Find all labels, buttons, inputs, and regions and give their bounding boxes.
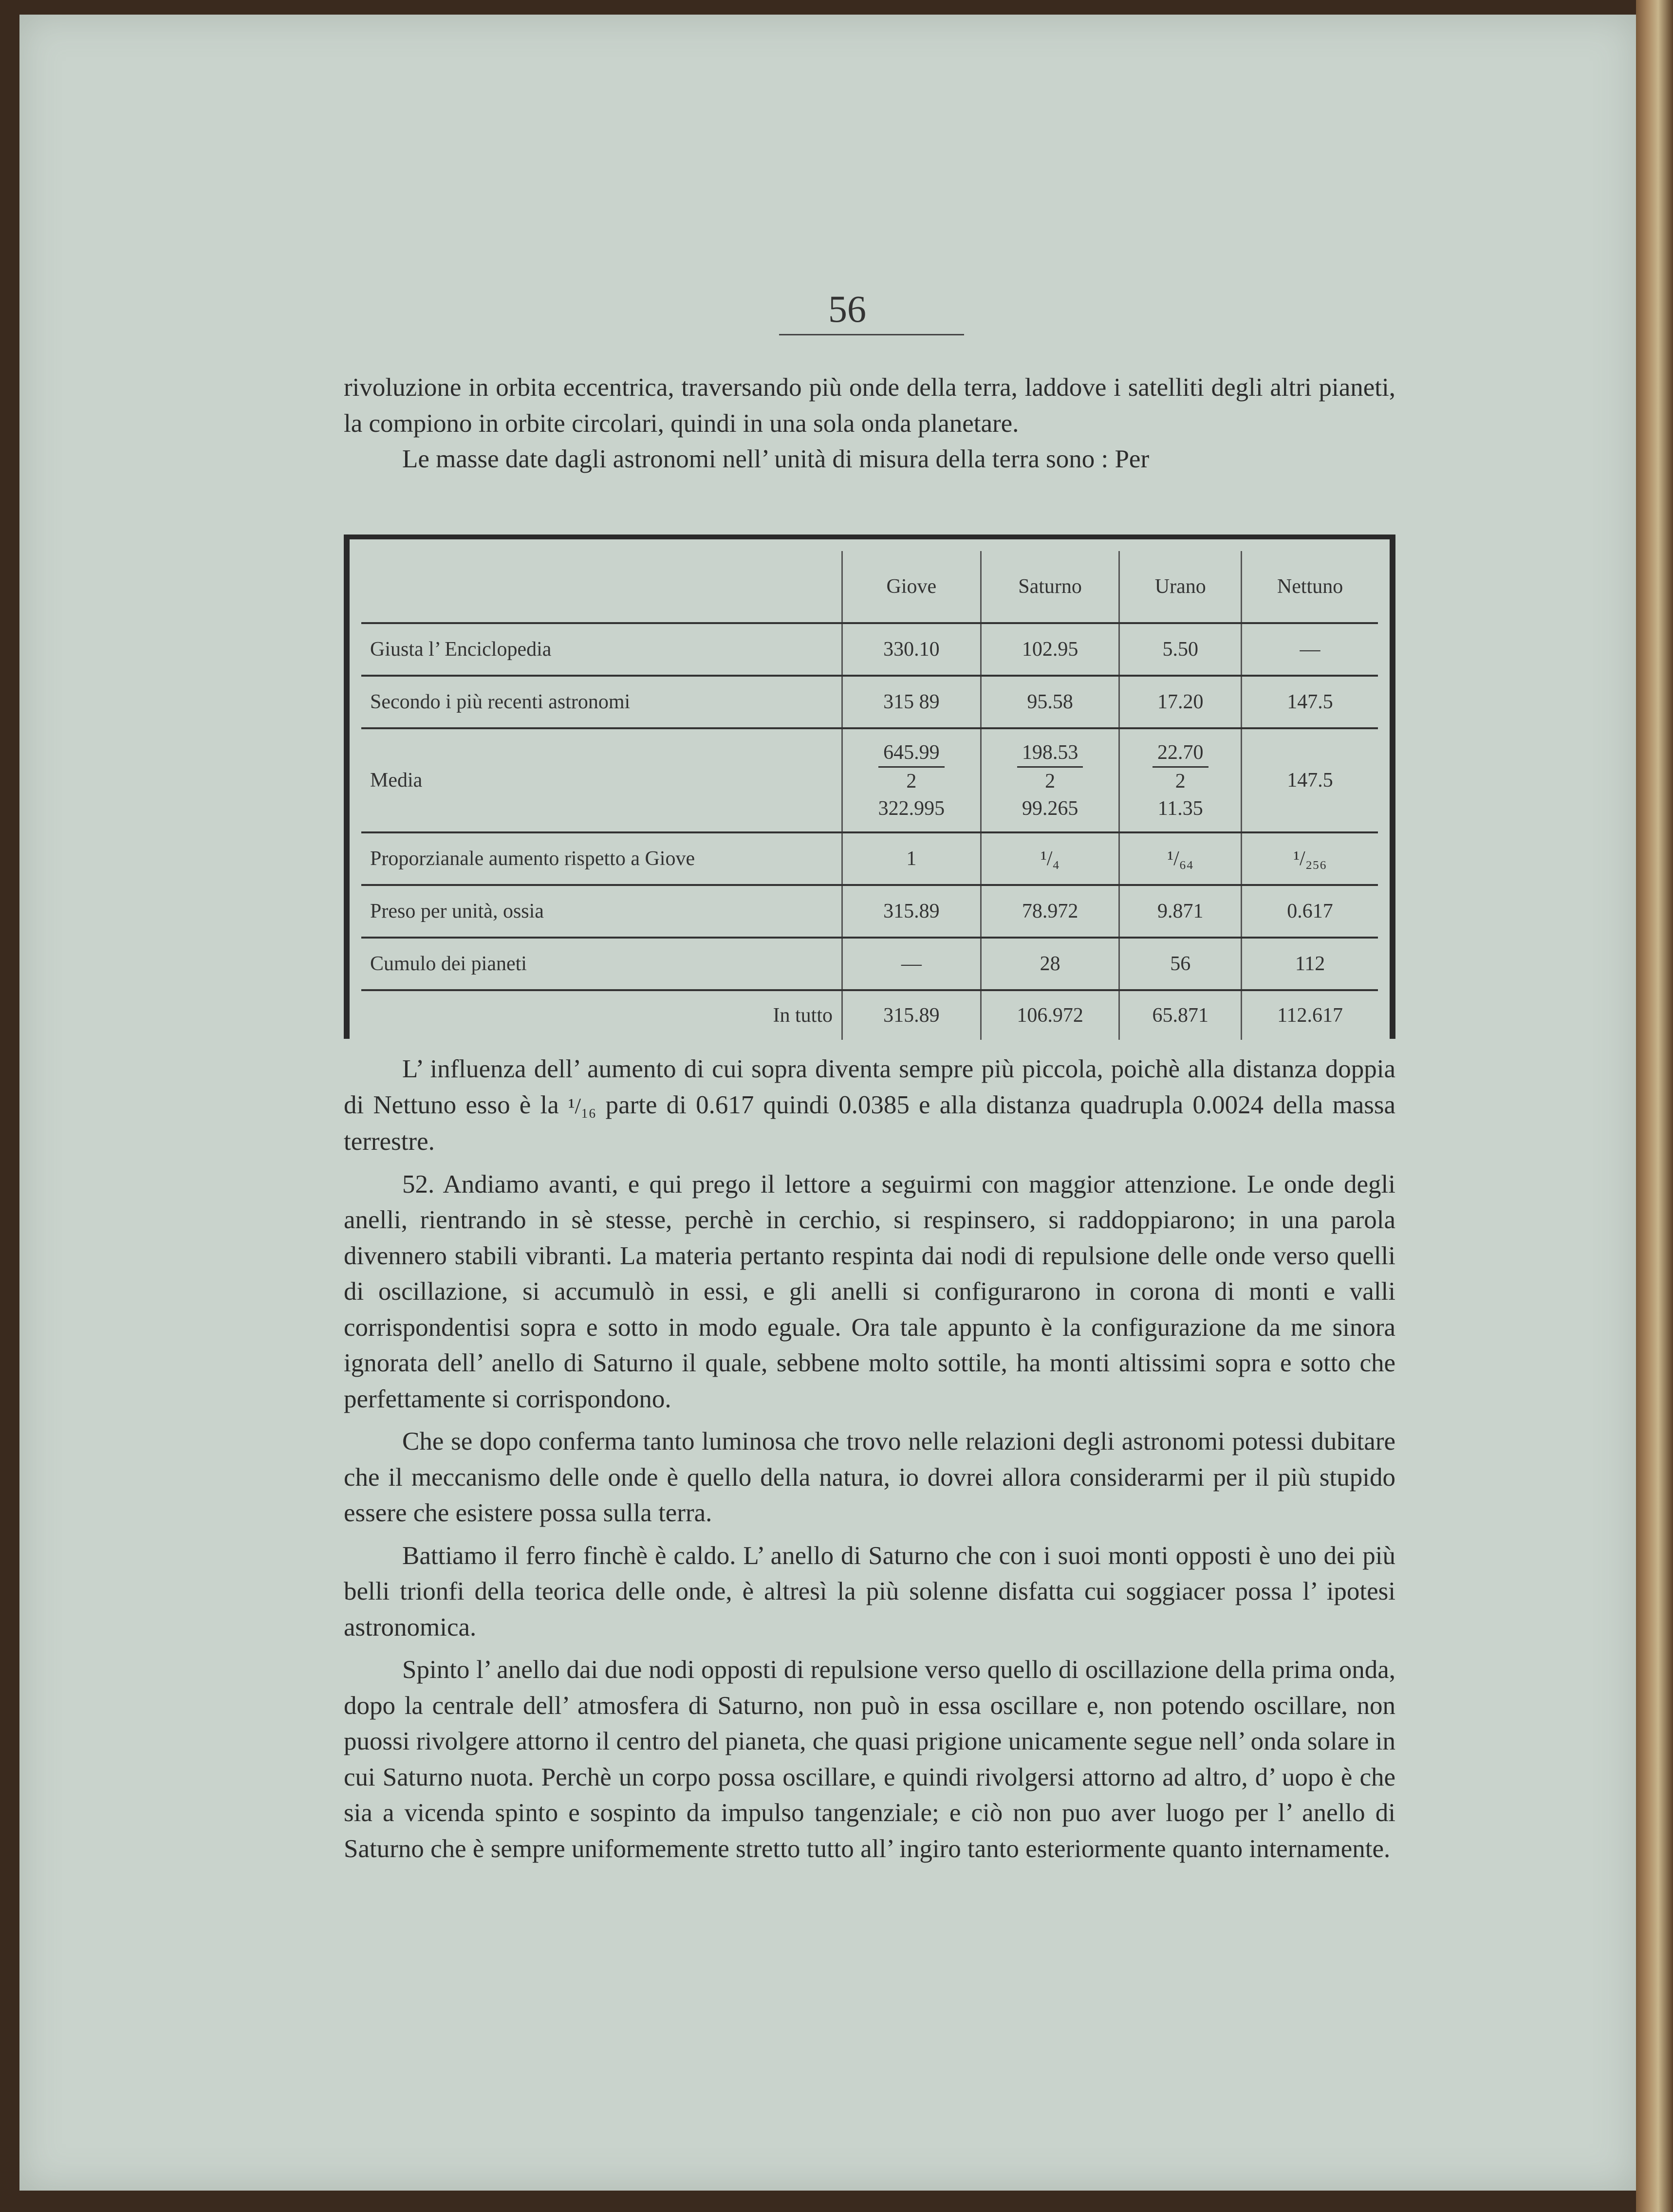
header-giove: Giove xyxy=(842,551,981,623)
cell: 95.58 xyxy=(981,676,1119,728)
cell: 147.5 xyxy=(1242,728,1378,832)
paragraph: 52. Andiamo avanti, e qui prego il lettore a seguirmi con maggior attenzione. Le onde degli anelli, rientrando in sè stesse, perchè in cerchio, si respinsero, si raddoppiarono; in una parola divennero stabili vibranti. La materia pertanto respinta dai nodi di repulsione delle onde verso quelli di oscillazione, si accumulò in essi, e gli anelli si configurarono in corona di monti e valli corrispondentisi sopra e sotto in modo eguale. Ora tale appunto è la configurazione da me sinora ignorata dell’ anello di Saturno il quale, sebbene molto sottile, ha monti altissimi sopra e sotto che perfettamente si corrispondono. xyxy=(344,1170,1395,1413)
cell: 112 xyxy=(1242,938,1378,990)
cell xyxy=(981,728,1119,832)
body-text xyxy=(344,1051,1395,1867)
cell: 102.95 xyxy=(981,623,1119,676)
row-label: Giusta l’ Enciclopedia xyxy=(361,623,842,676)
book-page xyxy=(19,15,1636,2191)
row-label: In tutto xyxy=(773,1004,833,1027)
cell: 5.50 xyxy=(1119,623,1242,676)
row-label: Cumulo dei pianeti xyxy=(361,938,842,990)
paragraph: Battiamo il ferro finchè è caldo. L’ anello di Saturno che con i suoi monti opposti è uno dei più belli trionfi della teorica delle onde, è altresì la più solenne disfatta cui soggiacer possa l’ ipotesi astronomica. xyxy=(344,1541,1395,1641)
paragraph-part: parte di 0.617 quindi 0.0385 e alla distanza quadrupla 0.0024 della massa terrestre. xyxy=(344,1090,1396,1156)
cell: 1 xyxy=(842,832,981,885)
cell: — xyxy=(842,938,981,990)
paragraph-part: L’ influenza dell’ aumento di cui sopra diventa sempre più piccola, poichè alla distanza doppia di Nettuno esso è la xyxy=(344,1055,1395,1119)
paragraph xyxy=(344,1051,1395,1160)
mass-table xyxy=(361,551,1378,1040)
table-row-media xyxy=(361,728,1378,832)
fraction-numerator: 645.99 xyxy=(878,739,945,768)
table-header-row xyxy=(361,551,1378,623)
fraction-stack xyxy=(878,739,945,822)
cell: ¹/₂₅₆ xyxy=(1242,832,1378,885)
cell: 56 xyxy=(1119,938,1242,990)
page-number: 56 xyxy=(828,288,866,330)
fraction-denominator: 2 xyxy=(906,770,917,793)
cell: 106.972 xyxy=(981,990,1119,1040)
header-urano: Urano xyxy=(1119,551,1242,623)
fraction-one-sixteenth: ¹/₁₆ xyxy=(568,1093,596,1118)
cell: 315 89 xyxy=(842,676,981,728)
cell: ¹/₄ xyxy=(981,832,1119,885)
table-row xyxy=(361,623,1378,676)
cell: 9.871 xyxy=(1119,885,1242,938)
cell xyxy=(842,728,981,832)
cell: 17.20 xyxy=(1119,676,1242,728)
header-saturno: Saturno xyxy=(981,551,1119,623)
table-row xyxy=(361,885,1378,938)
cell: 315.89 xyxy=(842,990,981,1040)
fraction-denominator: 2 xyxy=(1045,770,1056,793)
intro-table-lead: Le masse date dagli astronomi nell’ unità di misura della terra sono : Per xyxy=(402,445,1150,473)
cell: 112.617 xyxy=(1242,990,1378,1040)
page-number-rule xyxy=(779,334,964,335)
fraction-result: 11.35 xyxy=(1157,797,1203,820)
paragraph: Spinto l’ anello dai due nodi opposti di repulsione verso quello di oscillazione della prima onda, dopo la centrale dell’ atmosfera di Saturno, non può in essa oscillare e, non potendo oscillare, non puossi rivolgere attorno il centro del pianeta, che quasi prigione unicamente segue nell’ onda solare in cui Saturno nuota. Perchè un corpo possa oscillare, e quindi rivolgersi attorno ad altro, d’ uopo è che sia a vicenda spinto e sospinto da impulso tangenziale; e ciò non puo aver luogo per l’ anello di Saturno che è sempre uniformemente stretto tutto all’ ingiro tanto esteriormente quanto internamente. xyxy=(344,1656,1395,1863)
header-nettuno: Nettuno xyxy=(1242,551,1378,623)
table-row-total xyxy=(361,990,1378,1040)
cell: 65.871 xyxy=(1119,990,1242,1040)
cell: 0.617 xyxy=(1242,885,1378,938)
cell: ¹/₆₄ xyxy=(1119,832,1242,885)
row-label: Media xyxy=(361,728,842,832)
fraction-result: 99.265 xyxy=(1022,797,1078,820)
table-row xyxy=(361,676,1378,728)
cell: 28 xyxy=(981,938,1119,990)
fraction-numerator: 22.70 xyxy=(1153,739,1208,768)
row-label: Preso per unità, ossia xyxy=(361,885,842,938)
cell xyxy=(1119,728,1242,832)
row-label: Proporzianale aumento rispetto a Giove xyxy=(361,832,842,885)
cell: — xyxy=(1242,623,1378,676)
planet-mass-table xyxy=(344,535,1395,1039)
fraction-denominator: 2 xyxy=(1175,770,1186,793)
paragraph: Che se dopo conferma tanto luminosa che trovo nelle relazioni degli astronomi potessi dubitare che il meccanismo delle onde è quello della natura, io dovrei allora considerarmi per il più stupido essere che esistere possa sulla terra. xyxy=(344,1427,1395,1527)
fraction-stack xyxy=(1153,739,1208,822)
cell: 330.10 xyxy=(842,623,981,676)
intro-text xyxy=(344,370,1395,478)
fraction-numerator: 198.53 xyxy=(1017,739,1083,768)
table-row xyxy=(361,832,1378,885)
table-row xyxy=(361,938,1378,990)
cell: 315.89 xyxy=(842,885,981,938)
fraction-stack xyxy=(1017,739,1083,822)
header-blank xyxy=(361,551,842,623)
cell: 147.5 xyxy=(1242,676,1378,728)
intro-paragraph: rivoluzione in orbita eccentrica, traversando più onde della terra, laddove i satelliti degli altri pianeti, la compiono in orbite circolari, quindi in una sola onda planetare. xyxy=(344,373,1395,438)
fraction-result: 322.995 xyxy=(878,797,945,820)
row-label: Secondo i più recenti astronomi xyxy=(361,676,842,728)
page-edge xyxy=(1636,0,1673,2212)
cell: 78.972 xyxy=(981,885,1119,938)
